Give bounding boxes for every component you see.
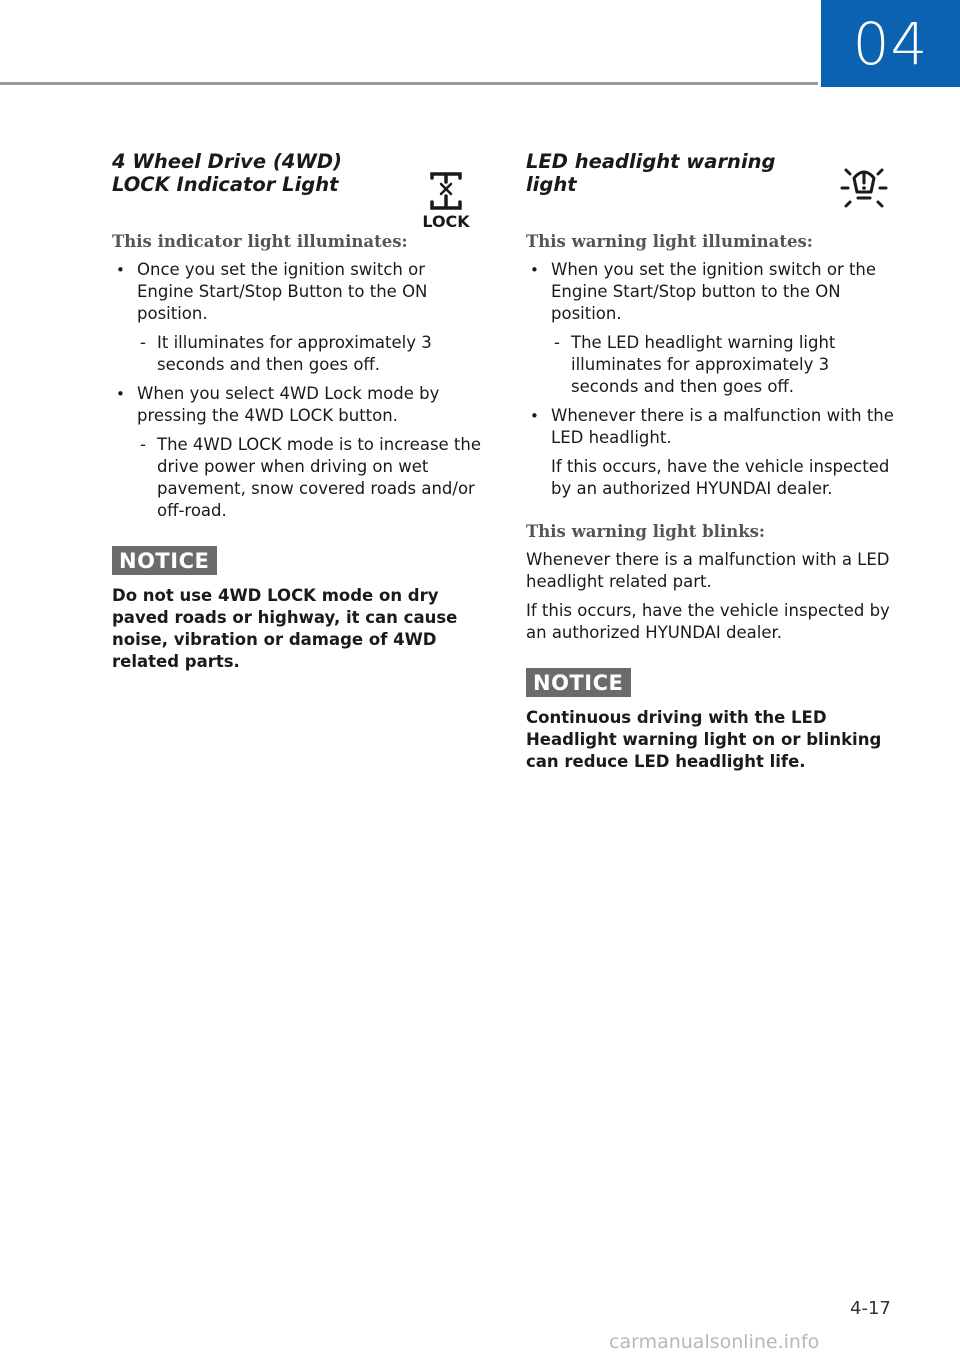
list-item: • Once you set the ignition switch or Engine Start/Stop Button to the ON position. - It illuminates for approximately 3 seconds and then goes off. [112,259,484,376]
led-headlight-warning-icon [834,158,894,218]
section-title: 4 Wheel Drive (4WD) LOCK Indicator Light [112,150,342,196]
subheading: This warning light blinks: [526,522,766,541]
list-item: • Whenever there is a malfunction with the LED headlight. If this occurs, have the vehicle inspected by an authorized HYUNDAI dealer. [526,405,898,500]
list-item: • When you set the ignition switch or the Engine Start/Stop button to the ON position. - The LED headlight warning light illuminates for approximately 3 seconds and then goes off. [526,259,898,398]
notice-badge: NOTICE [526,668,631,697]
notice-text: Do not use 4WD LOCK mode on dry paved roads or highway, it can cause noise, vibration or damage of 4WD related parts. [112,586,458,671]
section-4wd-lock [112,150,484,673]
section-led-headlight [526,150,898,773]
list-item: • When you select 4WD Lock mode by pressing the 4WD LOCK button. - The 4WD LOCK mode is to increase the drive power when driving on wet pavement, snow covered roads and/or off-road. [112,383,484,522]
notice-badge: NOTICE [112,546,217,575]
watermark: carmanualsonline.info [609,1331,820,1353]
section-header [112,150,484,232]
notice-box [112,546,484,673]
paragraph: If this occurs, have the vehicle inspected by an authorized HYUNDAI dealer. [526,601,890,642]
bullet-list [112,259,484,522]
header-rule [0,82,818,85]
sub-item: - The LED headlight warning light illuminates for approximately 3 seconds and then goes off. [551,332,898,398]
bullet-list [526,259,898,500]
section-header [526,150,898,232]
page-number: 4-17 [850,1298,891,1319]
sub-item: - It illuminates for approximately 3 seconds and then goes off. [137,332,484,376]
notice-text: Continuous driving with the LED Headlight warning light on or blinking can reduce LED headlight life. [526,708,882,771]
chapter-number: 04 [852,9,929,78]
subheading: This warning light illuminates: [526,232,813,251]
section-title: LED headlight warning light [526,150,776,196]
icon-label: LOCK [422,212,470,230]
sub-item: - The 4WD LOCK mode is to increase the drive power when driving on wet pavement, snow covered roads and/or off-road. [137,434,484,522]
4wd-lock-icon [418,160,474,230]
paragraph: Whenever there is a malfunction with a LED headlight related part. [526,550,890,591]
subheading: This indicator light illuminates: [112,232,408,251]
notice-box [526,668,898,773]
chapter-tab [821,0,960,87]
list-item-continuation: If this occurs, have the vehicle inspected by an authorized HYUNDAI dealer. [551,457,890,498]
